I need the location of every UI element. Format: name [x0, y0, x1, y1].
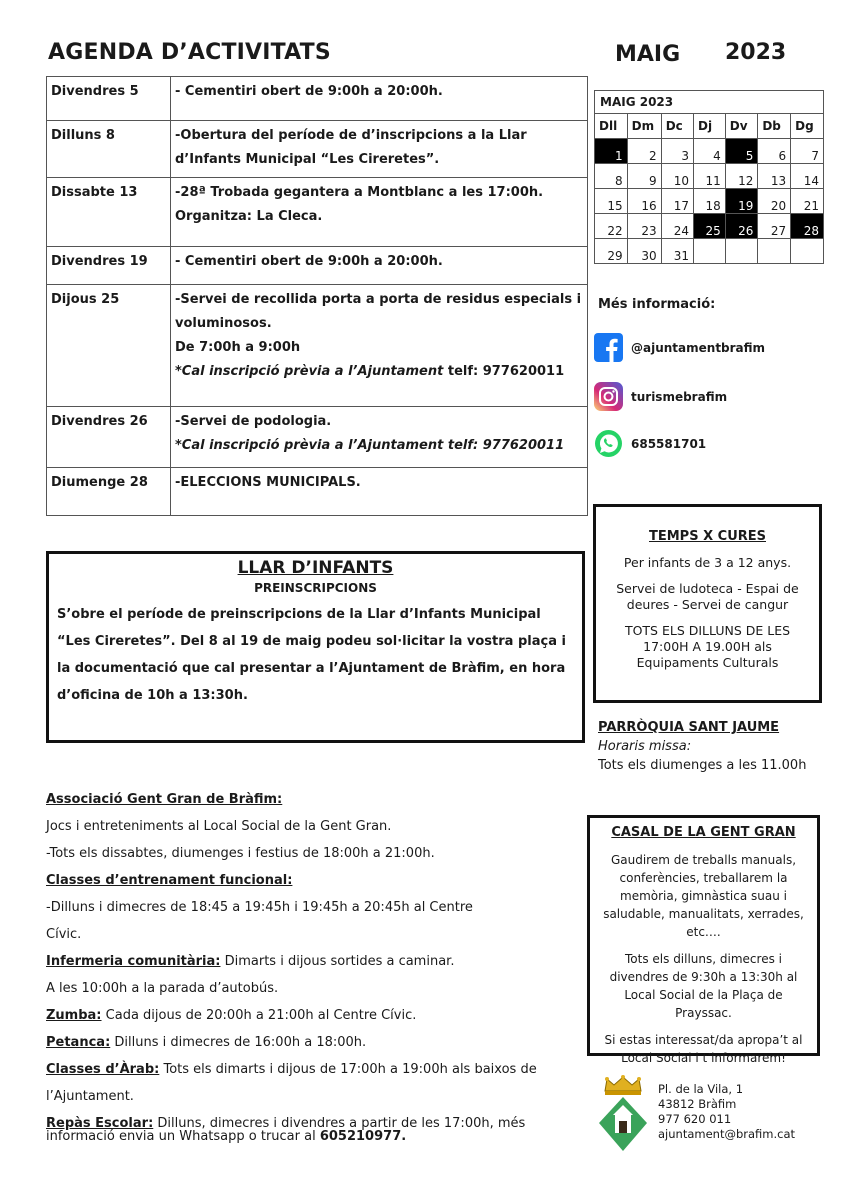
- section-line: [46, 948, 586, 975]
- section-text: Dilluns, dimecres i divendres a partir de les 17:00h, més informació envia un Whatsapp o trucar al: [46, 1116, 526, 1144]
- calendar-day: 13: [758, 164, 791, 189]
- year-label: 2023: [725, 40, 787, 65]
- casal-gent-gran-box: [587, 815, 820, 1065]
- agenda-note-italic: *Cal inscripció prèvia a l’Ajuntament: [175, 364, 444, 379]
- agenda-desc: [171, 247, 588, 285]
- casal-title: CASAL DE LA GENT GRAN: [611, 825, 796, 840]
- section-line: [46, 1029, 586, 1056]
- whatsapp-link[interactable]: [594, 429, 706, 458]
- agenda-note-phone: telf: 977620011: [443, 364, 565, 379]
- calendar-day: 22: [595, 214, 628, 239]
- calendar-day: 25: [694, 214, 726, 239]
- temps-title: TEMPS X CURES: [649, 529, 766, 544]
- calendar-week: [595, 139, 824, 164]
- agenda-row: [47, 77, 588, 121]
- agenda-day: Diumenge 28: [47, 468, 171, 516]
- agenda-day: Dissabte 13: [47, 178, 171, 247]
- calendar-day: 1: [595, 139, 628, 164]
- parroquia-subtitle: Horaris missa:: [598, 739, 692, 754]
- calendar-day: 7: [791, 139, 824, 164]
- agenda-desc: [171, 77, 588, 121]
- calendar-day: 27: [758, 214, 791, 239]
- agenda-table: [46, 76, 588, 516]
- calendar-day: 26: [725, 214, 758, 239]
- calendar-day: 4: [694, 139, 726, 164]
- llar-infants-box: [46, 551, 585, 743]
- agenda-line: - Cementiri obert de 9:00h a 20:00h.: [175, 84, 443, 99]
- agenda-row: [47, 178, 588, 247]
- agenda-line: - Cementiri obert de 9:00h a 20:00h.: [175, 254, 443, 269]
- calendar-day: 30: [627, 239, 661, 264]
- agenda-desc: [171, 178, 588, 247]
- llar-body: S’obre el període de preinscripcions de la Llar d’Infants Municipal “Les Cireretes”. Del 8 al 19 de maig podeu sol·licitar la vostra plaça i la documentació que cal presentar a l’Ajuntament de Bràfim, en hora d’oficina de 10h a 13:30h.: [57, 607, 566, 703]
- calendar-day: 24: [661, 214, 693, 239]
- section-heading: Petanca:: [46, 1035, 111, 1050]
- gent-gran-section: [46, 786, 586, 1143]
- section-line: -Dilluns i dimecres de 18:45 a 19:45h i 19:45h a 20:45h al Centre: [46, 900, 473, 915]
- section-line: Jocs i entreteniments al Local Social de la Gent Gran.: [46, 819, 392, 834]
- phone-number: 605210977.: [319, 1129, 407, 1144]
- parroquia-title: PARRÒQUIA SANT JAUME: [598, 720, 780, 735]
- calendar-day: 15: [595, 189, 628, 214]
- calendar-day: 19: [725, 189, 758, 214]
- calendar-day: 18: [694, 189, 726, 214]
- whatsapp-number: 685581701: [631, 436, 707, 451]
- section-line: -Tots els dissabtes, diumenges i festius de 18:00h a 21:00h.: [46, 846, 435, 861]
- agenda-day: Divendres 19: [47, 247, 171, 285]
- section-line: A les 10:00h a la parada d’autobús.: [46, 981, 279, 996]
- calendar-weekday: Dc: [661, 114, 693, 139]
- casal-text: Tots els dilluns, dimecres i divendres de 9:30h a 13:30h al Local Social de la Plaça de Prayssac.: [609, 952, 798, 1020]
- calendar-title: MAIG 2023: [595, 91, 824, 114]
- agenda-line: -ELECCIONS MUNICIPALS.: [175, 475, 361, 490]
- agenda-line: voluminosos.: [175, 316, 272, 331]
- section-text: Tots els dimarts i dijous de 17:00h a 19:00h als baixos de: [159, 1062, 537, 1077]
- address-line: Pl. de la Vila, 1: [658, 1082, 744, 1096]
- section-heading: Repàs Escolar:: [46, 1116, 154, 1131]
- agenda-line: -28ª Trobada gegantera a Montblanc a les 17:00h.: [175, 185, 544, 200]
- calendar-weekday: Dll: [595, 114, 628, 139]
- address-email: ajuntament@brafim.cat: [658, 1127, 796, 1141]
- more-info-heading: Més informació:: [598, 297, 716, 312]
- calendar-day: 17: [661, 189, 693, 214]
- calendar-week: [595, 239, 824, 264]
- address-line: 43812 Bràfim: [658, 1097, 737, 1111]
- casal-text: Gaudirem de treballs manuals, conferències, treballarem la memòria, gimnàstica suau i saludable, manualitats, xerrades, etc….: [603, 853, 804, 939]
- temps-text: Servei de ludoteca - Espai de deures - Servei de cangur: [616, 581, 799, 612]
- calendar-day: 21: [791, 189, 824, 214]
- temps-text: Per infants de 3 a 12 anys.: [623, 555, 792, 570]
- agenda-row: [47, 247, 588, 285]
- calendar-day: 23: [627, 214, 661, 239]
- calendar-day: 11: [694, 164, 726, 189]
- calendar-day: 29: [595, 239, 628, 264]
- agenda-row: [47, 285, 588, 407]
- calendar-day: 12: [725, 164, 758, 189]
- calendar-day: 16: [627, 189, 661, 214]
- calendar-day: 10: [661, 164, 693, 189]
- town-hall-address: [658, 1082, 795, 1142]
- section-heading: Classes d’entrenament funcional:: [46, 873, 293, 888]
- section-text: Dimarts i dijous sortides a caminar.: [220, 954, 455, 969]
- agenda-row: [47, 121, 588, 178]
- section-line: l’Ajuntament.: [46, 1089, 134, 1104]
- section-line: [46, 1056, 586, 1083]
- section-text: Dilluns i dimecres de 16:00h a 18:00h.: [110, 1035, 367, 1050]
- agenda-day: Dilluns 8: [47, 121, 171, 178]
- agenda-line: -Obertura del període de d’inscripcions a la Llar: [175, 128, 527, 143]
- instagram-handle: turismebrafim: [631, 389, 728, 404]
- calendar-day: [725, 239, 758, 264]
- agenda-line: Organitza: La Cleca.: [175, 209, 323, 224]
- calendar-week: [595, 214, 824, 239]
- parroquia-text: Tots els diumenges a les 11.00h: [598, 758, 807, 773]
- agenda-line: De 7:00h a 9:00h: [175, 340, 301, 355]
- month-label: MAIG: [615, 42, 681, 67]
- agenda-desc: [171, 121, 588, 178]
- calendar: [594, 90, 824, 264]
- agenda-day: Dijous 25: [47, 285, 171, 407]
- section-line: Cívic.: [46, 927, 82, 942]
- calendar-day: 9: [627, 164, 661, 189]
- calendar-day: 28: [791, 214, 824, 239]
- calendar-weekday: Dm: [627, 114, 661, 139]
- calendar-weekday: Dg: [791, 114, 824, 139]
- agenda-line: -Servei de recollida porta a porta de residus especials i: [175, 292, 582, 307]
- temps-text: TOTS ELS DILLUNS DE LES 17:00H A 19.00H als Equipaments Culturals: [624, 623, 791, 670]
- casal-text: Si estas interessat/da apropa’t al Local Social i t’informarem!: [604, 1033, 803, 1065]
- temps-x-cures-box: [593, 504, 822, 703]
- section-text: Cada dijous de 20:00h a 21:00h al Centre Cívic.: [101, 1008, 417, 1023]
- agenda-row: [47, 407, 588, 468]
- section-heading: Zumba:: [46, 1008, 102, 1023]
- calendar-day: 31: [661, 239, 693, 264]
- calendar-day: 20: [758, 189, 791, 214]
- facebook-icon: [594, 333, 623, 362]
- calendar-day: 6: [758, 139, 791, 164]
- agenda-desc: [171, 407, 588, 468]
- agenda-note-italic: *Cal inscripció prèvia a l’Ajuntament telf: 977620011: [175, 438, 565, 453]
- calendar-weekday: Db: [758, 114, 791, 139]
- section-heading: Infermeria comunitària:: [46, 954, 221, 969]
- instagram-link[interactable]: [594, 382, 727, 411]
- agenda-day: Divendres 26: [47, 407, 171, 468]
- section-line: [46, 1002, 586, 1029]
- calendar-day: 8: [595, 164, 628, 189]
- calendar-day: 2: [627, 139, 661, 164]
- agenda-day: Divendres 5: [47, 77, 171, 121]
- calendar-day: 3: [661, 139, 693, 164]
- calendar-week: [595, 164, 824, 189]
- llar-title: LLAR D’INFANTS: [237, 558, 394, 578]
- instagram-icon: [594, 382, 623, 411]
- calendar-week: [595, 189, 824, 214]
- llar-subtitle: PREINSCRIPCIONS: [254, 581, 377, 595]
- calendar-day: [791, 239, 824, 264]
- calendar-day: 5: [725, 139, 758, 164]
- agenda-line: -Servei de podologia.: [175, 414, 332, 429]
- agenda-desc: [171, 285, 588, 407]
- town-coat-of-arms-icon: [597, 1075, 649, 1153]
- agenda-row: [47, 468, 588, 516]
- page-title: AGENDA D’ACTIVITATS: [48, 40, 331, 65]
- agenda-desc: [171, 468, 588, 516]
- facebook-handle: @ajuntamentbrafim: [631, 340, 766, 355]
- facebook-link[interactable]: [594, 333, 765, 362]
- parroquia-section: [598, 718, 806, 775]
- section-line: [46, 1117, 586, 1143]
- section-heading: Associació Gent Gran de Bràfim:: [46, 792, 283, 807]
- agenda-line: d’Infants Municipal “Les Cireretes”.: [175, 152, 440, 167]
- whatsapp-icon: [594, 429, 623, 458]
- section-heading: Classes d’Àrab:: [46, 1062, 160, 1077]
- calendar-day: [694, 239, 726, 264]
- calendar-weekday: Dv: [725, 114, 758, 139]
- calendar-weekday: Dj: [694, 114, 726, 139]
- agenda-note: [175, 360, 583, 384]
- calendar-day: 14: [791, 164, 824, 189]
- address-phone: 977 620 011: [658, 1112, 732, 1126]
- calendar-day: [758, 239, 791, 264]
